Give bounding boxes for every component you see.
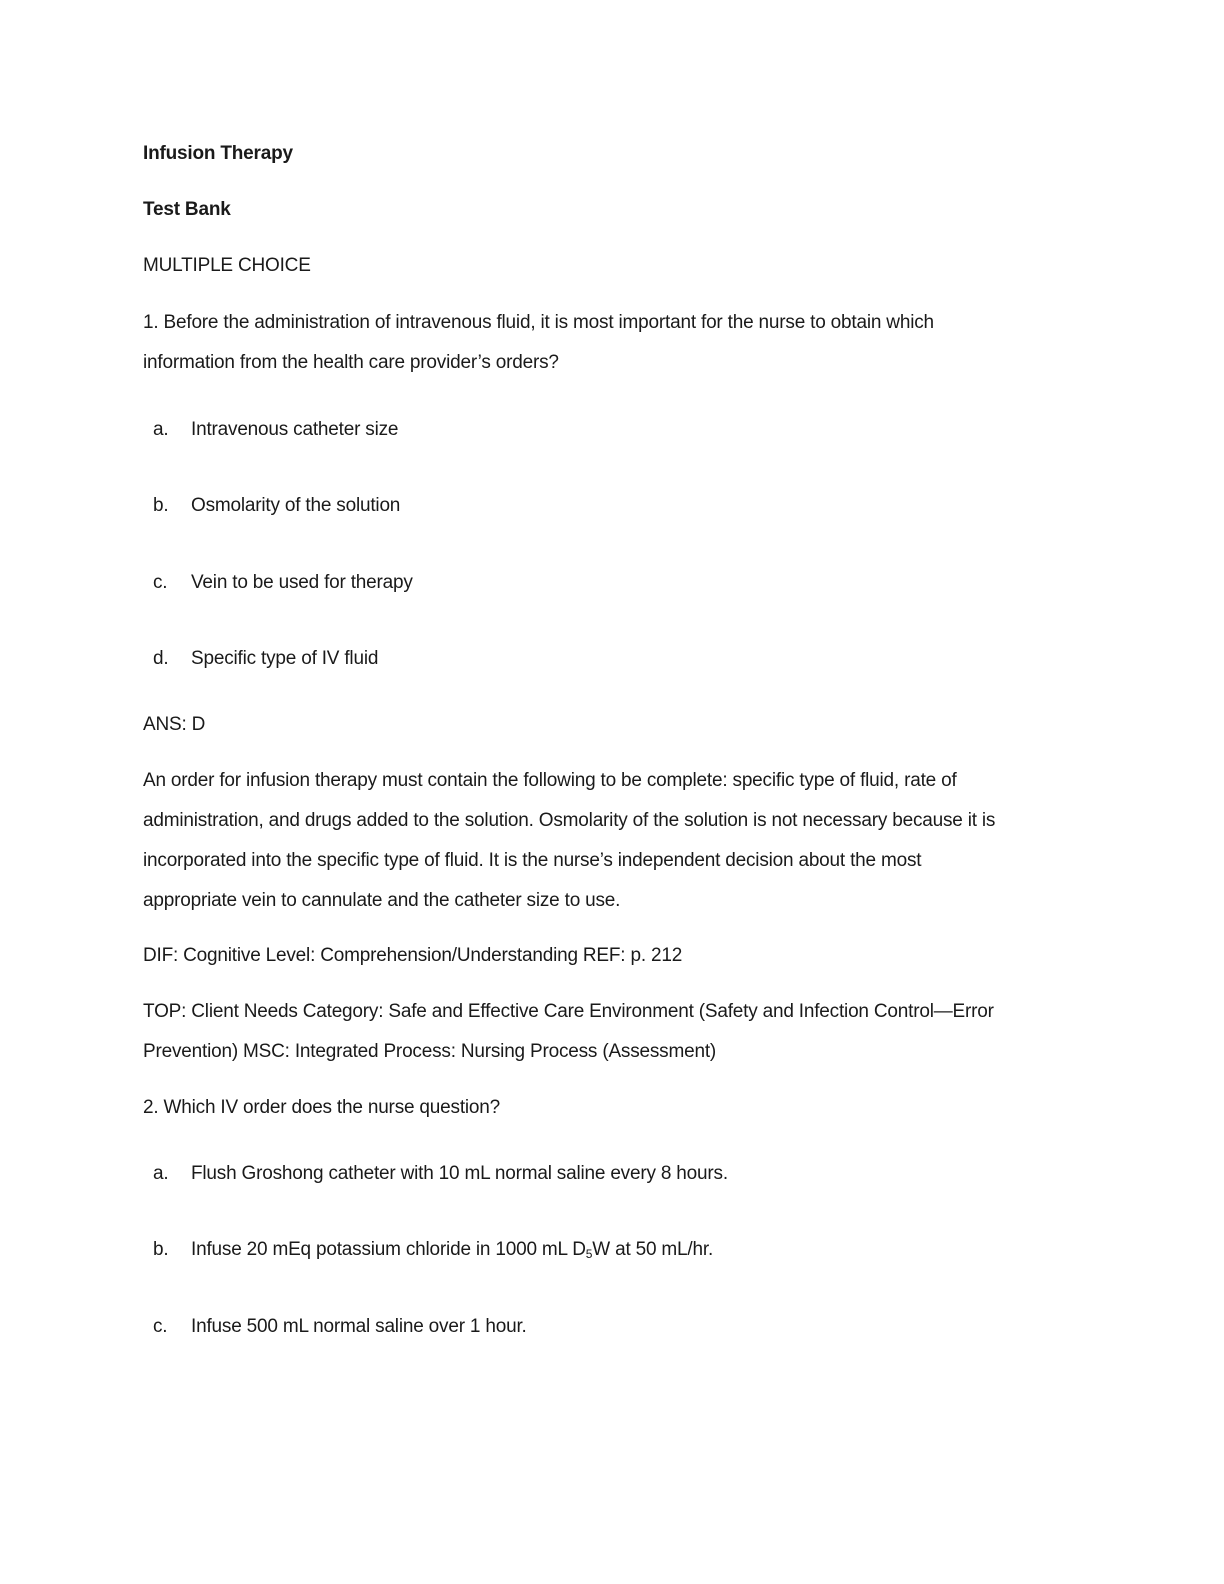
subscript-5: 5 (585, 1247, 593, 1261)
question-1-difficulty: DIF: Cognitive Level: Comprehension/Understanding REF: p. 212 (143, 945, 683, 966)
question-1-stem (143, 303, 1083, 383)
option-letter: d. (153, 648, 169, 669)
option-text: Specific type of IV fluid (191, 648, 379, 669)
option-text-part: Infuse 20 mEq potassium chloride in 1000 mL D (191, 1239, 586, 1260)
option-letter: c. (153, 572, 168, 593)
section-heading: MULTIPLE CHOICE (143, 255, 311, 276)
question-2-stem: 2. Which IV order does the nurse question? (143, 1097, 501, 1118)
question-1-topic (143, 992, 1083, 1072)
rationale-line: incorporated into the specific type of fluid. It is the nurse’s independent decision about the most (143, 850, 922, 871)
option-text (191, 1239, 713, 1261)
rationale-line: administration, and drugs added to the solution. Osmolarity of the solution is not necessary because it is (143, 810, 996, 831)
option-text: Vein to be used for therapy (191, 572, 413, 593)
option-letter: b. (153, 1239, 169, 1260)
document-subtitle: Test Bank (143, 199, 231, 220)
question-1-option-d (143, 648, 1083, 676)
question-1-stem-line: information from the health care provider’s orders? (143, 352, 559, 373)
option-text: Osmolarity of the solution (191, 495, 401, 516)
question-1-rationale (143, 761, 1083, 921)
topic-line: TOP: Client Needs Category: Safe and Effective Care Environment (Safety and Infection Control—Error (143, 1001, 994, 1022)
option-text: Infuse 500 mL normal saline over 1 hour. (191, 1316, 527, 1337)
question-1-option-c (143, 572, 1083, 600)
question-2-option-b (143, 1239, 1083, 1267)
question-1-option-a (143, 419, 1083, 447)
question-1-answer: ANS: D (143, 714, 206, 735)
option-text: Intravenous catheter size (191, 419, 399, 440)
option-letter: a. (153, 1163, 169, 1184)
document-title: Infusion Therapy (143, 143, 293, 164)
topic-line: Prevention) MSC: Integrated Process: Nursing Process (Assessment) (143, 1041, 717, 1062)
rationale-line: appropriate vein to cannulate and the catheter size to use. (143, 890, 621, 911)
option-text: Flush Groshong catheter with 10 mL normal saline every 8 hours. (191, 1163, 728, 1184)
option-letter: a. (153, 419, 169, 440)
question-1-option-b (143, 495, 1083, 523)
rationale-line: An order for infusion therapy must contain the following to be complete: specific type of fluid, rate of (143, 770, 957, 791)
question-2-option-c (143, 1316, 1083, 1344)
option-letter: b. (153, 495, 169, 516)
option-text-part: W at 50 mL/hr. (592, 1239, 714, 1260)
option-letter: c. (153, 1316, 168, 1337)
question-2-option-a (143, 1163, 1083, 1191)
question-1-stem-line: 1. Before the administration of intravenous fluid, it is most important for the nurse to obtain which (143, 312, 934, 333)
